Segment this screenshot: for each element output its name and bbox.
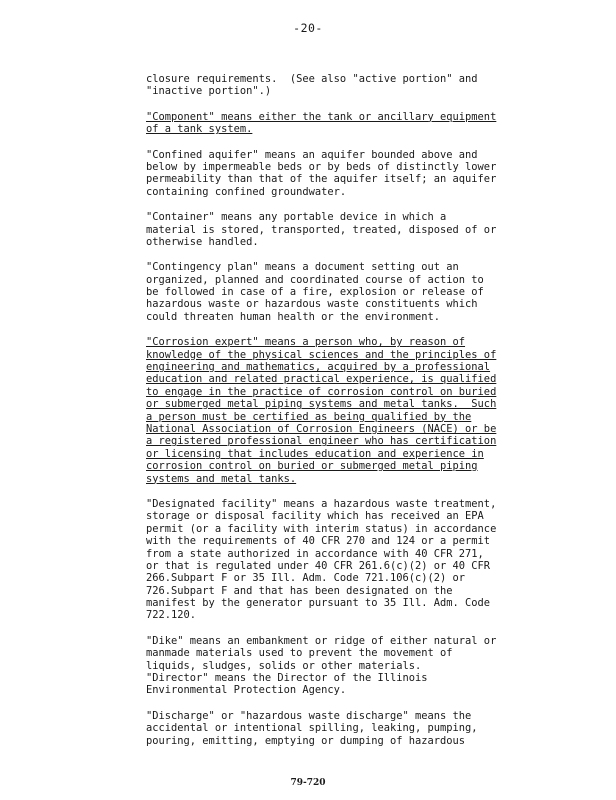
text-line: from a state authorized in accordance with 40 CFR 271, (146, 547, 484, 560)
text-line: "Director" means the Director of the Illinois (146, 672, 428, 685)
text-line: be followed in case of a fire, explosion or release of (146, 286, 484, 299)
underlined-text: "Corrosion expert" means a person who, by reason of (146, 336, 466, 349)
text-line: containing confined groundwater. (146, 185, 347, 198)
underlined-text: a registered professional engineer who has certification (146, 435, 497, 448)
definition-contingency-plan (146, 261, 556, 323)
page-number: -20- (293, 21, 323, 35)
text-line: or that is regulated under 40 CFR 261.6(c)(2) or 40 CFR (146, 559, 491, 572)
text-line: pouring, emitting, emptying or dumping of hazardous (146, 734, 466, 747)
text-line (146, 111, 556, 123)
text-line: 266.Subpart F or 35 Ill. Adm. Code 721.106(c)(2) or (146, 572, 466, 585)
underlined-text: education and related practical experience, is qualified (146, 373, 497, 386)
text-line: 722.120. (146, 609, 197, 622)
text-line (146, 423, 556, 435)
underlined-text: "Component" means either the tank or ancillary equipment (146, 110, 497, 123)
definition-discharge (146, 710, 556, 747)
text-line: "Container" means any portable device in which a (146, 211, 447, 224)
underlined-text: or submerged metal piping systems and metal tanks. Such (146, 398, 497, 411)
text-line (146, 448, 556, 460)
definition-dike (146, 635, 556, 672)
text-line (146, 349, 556, 361)
text-line (146, 386, 556, 398)
definition-corrosion-expert (146, 336, 556, 485)
text-line: could threaten human health or the environment. (146, 310, 441, 323)
underlined-text: engineering and mathematics, acquired by a professional (146, 361, 491, 374)
paragraph-closure-continuation (146, 73, 556, 98)
text-line: "Discharge" or "hazardous waste discharge" means the (146, 709, 472, 722)
underlined-text: knowledge of the physical sciences and the principles of (146, 348, 497, 361)
text-line (146, 435, 556, 447)
text-line: permeability than that of the aquifer itself; an aquifer (146, 173, 497, 186)
text-line (146, 361, 556, 373)
underlined-text: National Association of Corrosion Engineers (NACE) or be (146, 422, 497, 435)
text-line: manmade materials used to prevent the movement of (146, 647, 453, 660)
text-line: material is stored, transported, treated, disposed of or (146, 223, 497, 236)
text-line (146, 398, 556, 410)
text-line: liquids, sludges, solids or other materials. (146, 659, 422, 672)
text-line: "inactive portion".) (146, 85, 272, 98)
underlined-text: of a tank system. (146, 123, 253, 136)
text-line: with the requirements of 40 CFR 270 and 124 or a permit (146, 535, 491, 548)
underlined-text: systems and metal tanks. (146, 472, 297, 485)
text-line: hazardous waste or hazardous waste constituents which (146, 298, 478, 311)
text-line (146, 123, 556, 135)
footer-code: 79-720 (290, 778, 326, 788)
text-line (146, 411, 556, 423)
text-line: accidental or intentional spilling, leaking, pumping, (146, 722, 478, 735)
text-line (146, 336, 556, 348)
definition-component (146, 111, 556, 136)
definition-confined-aquifer (146, 149, 556, 199)
definition-director (146, 672, 556, 697)
text-line: closure requirements. (See also "active portion" and (146, 73, 478, 85)
text-line: 726.Subpart F and that has been designated on the (146, 584, 453, 597)
text-line (146, 373, 556, 385)
document-body (146, 73, 556, 760)
text-line: "Designated facility" means a hazardous waste treatment, (146, 497, 497, 510)
underlined-text: a person must be certified as being qualified by the (146, 410, 472, 423)
underlined-text: to engage in the practice of corrosion control on buried (146, 385, 497, 398)
underlined-text: corrosion control on buried or submerged metal piping (146, 460, 478, 473)
text-line: permit (or a facility with interim status) in accordance (146, 522, 497, 535)
text-line: "Confined aquifer" means an aquifer bounded above and (146, 148, 478, 161)
text-line (146, 460, 556, 472)
underlined-text: or licensing that includes education and experience in (146, 447, 484, 460)
text-line: storage or disposal facility which has received an EPA (146, 510, 484, 523)
definition-container (146, 211, 556, 248)
text-line: organized, planned and coordinated course of action to (146, 273, 484, 286)
definition-designated-facility (146, 498, 556, 622)
text-line: "Dike" means an embankment or ridge of either natural or (146, 634, 497, 647)
text-line: Environmental Protection Agency. (146, 684, 347, 697)
text-line: otherwise handled. (146, 235, 259, 248)
text-line: "Contingency plan" means a document setting out an (146, 261, 459, 274)
text-line (146, 473, 556, 485)
text-line: below by impermeable beds or by beds of distinctly lower (146, 160, 497, 173)
text-line: manifest by the generator pursuant to 35 Ill. Adm. Code (146, 597, 491, 610)
